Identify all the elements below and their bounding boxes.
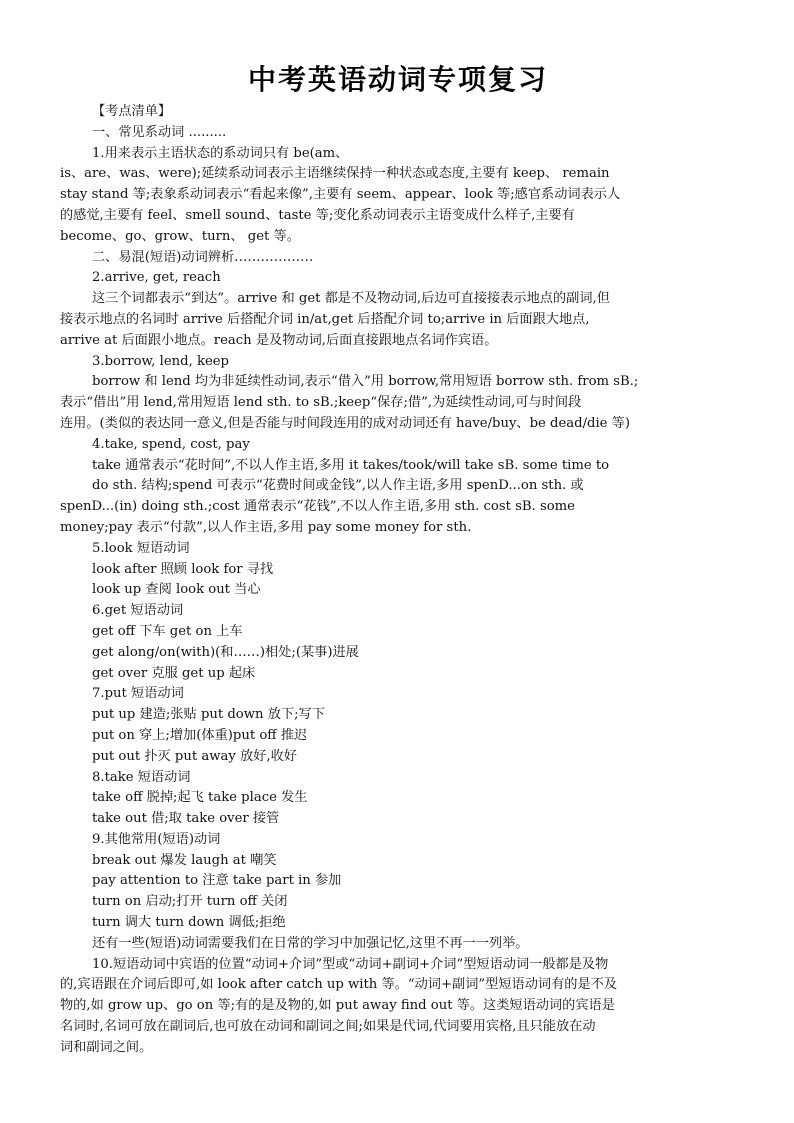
text-line: 连用。(类似的表达同一意义,但是否能与时间段连用的成对动词还有 have/buy、be dead/die 等)	[60, 415, 631, 431]
text-line: 8.take 短语动词	[92, 769, 191, 785]
text-line: take 通常表示“花时间”,不以人作主语,多用 it takes/took/will take sB. some time to	[92, 457, 610, 473]
text-line: 接表示地点的名词时 arrive 后搭配介词 in/at,get 后搭配介词 to;arrive in 后面跟大地点,	[60, 311, 590, 327]
text-line: break out 爆发 laugh at 嘲笑	[92, 852, 277, 868]
text-line: 表示“借出”用 lend,常用短语 lend sth. to sB.;keep“保存;借”,为延续性动词,可与时间段	[60, 395, 582, 411]
document-body	[60, 102, 736, 1059]
text-line: pay attention to 注意 take part in 参加	[92, 873, 342, 889]
text-line: 词和副词之间。	[60, 1039, 153, 1055]
text-line: 物的,如 grow up、go on 等;有的是及物的,如 put away find out 等。这类短语动词的宾语是	[60, 998, 615, 1014]
text-line: turn on 启动;打开 turn off 关闭	[92, 894, 288, 910]
text-line: get off 下车 get on 上车	[92, 623, 243, 639]
text-line: 2.arrive, get, reach	[92, 270, 221, 286]
text-line: spenD...(in) doing sth.;cost 通常表示“花钱”,不以人作主语,多用 sth. cost sB. some	[60, 499, 575, 515]
text-line: turn 调大 turn down 调低;拒绝	[92, 915, 286, 931]
text-line: borrow 和 lend 均为非延续性动词,表示“借入”用 borrow,常用短语 borrow sth. from sB.;	[92, 374, 639, 390]
text-line: 一、常见系动词 .........	[92, 124, 227, 140]
text-line: 1.用来表示主语状态的系动词只有 be(am、	[92, 145, 349, 161]
text-line: 名词时,名词可放在副词后,也可放在动词和副词之间;如果是代词,代词要用宾格,且只能放在动	[60, 1019, 596, 1035]
document-page	[60, 58, 736, 1059]
text-line: 5.look 短语动词	[92, 540, 190, 556]
text-line: 还有一些(短语)动词需要我们在日常的学习中加强记忆,这里不再一一列举。	[92, 935, 529, 951]
text-line: 9.其他常用(短语)动词	[92, 831, 221, 847]
text-line: become、go、grow、turn、 get 等。	[60, 228, 300, 244]
text-line: money;pay 表示“付款”,以人作主语,多用 pay some money for sth.	[60, 519, 472, 535]
text-line: 这三个词都表示“到达”。arrive 和 get 都是不及物动词,后边可直接接表示地点的副词,但	[92, 291, 610, 307]
text-line: do sth. 结构;spend 可表示“花费时间或金钱”,以人作主语,多用 spenD...on sth. 或	[92, 478, 584, 494]
text-line: 【考点清单】	[92, 104, 172, 119]
text-line: put on 穿上;增加(体重)put off 推迟	[92, 727, 308, 743]
text-line: 4.take, spend, cost, pay	[92, 436, 250, 452]
text-line: 7.put 短语动词	[92, 686, 184, 702]
document-title: 中考英语动词专项复习	[247, 63, 548, 96]
text-line: take off 脱掉;起飞 take place 发生	[92, 790, 308, 806]
text-line: take out 借;取 take over 接管	[92, 811, 280, 827]
text-line: put out 扑灭 put away 放好,收好	[92, 748, 297, 764]
text-line: 3.borrow, lend, keep	[92, 353, 229, 369]
text-line: look after 照顾 look for 寻找	[92, 561, 274, 577]
text-line: stay stand 等;表象系动词表示“看起来像”,主要有 seem、appear、look 等;感官系动词表示人	[60, 187, 621, 203]
text-line: 6.get 短语动词	[92, 603, 184, 619]
text-line: look up 查阅 look out 当心	[92, 582, 261, 598]
text-line: 的,宾语跟在介词后即可,如 look after catch up with 等。“动词+副词”型短语动词有的是不及	[60, 977, 618, 993]
text-line: get along/on(with)(和……)相处;(某事)进展	[92, 644, 359, 660]
text-line: 的感觉,主要有 feel、smell sound、taste 等;变化系动词表示主语变成什么样子,主要有	[60, 207, 575, 223]
text-line: 10.短语动词中宾语的位置“动词+介词”型或“动词+副词+介词”型短语动词一般都是及物	[92, 956, 609, 972]
text-line: put up 建造;张贴 put down 放下;写下	[92, 707, 325, 723]
text-line: arrive at 后面跟小地点。reach 是及物动词,后面直接跟地点名词作宾语。	[60, 332, 498, 348]
text-line: get over 克服 get up 起床	[92, 665, 256, 681]
text-line: is、are、was、were);延续系动词表示主语继续保持一种状态或态度,主要有 keep、 remain	[60, 166, 610, 182]
text-line: 二、易混(短语)动词辨析………………	[92, 249, 314, 265]
